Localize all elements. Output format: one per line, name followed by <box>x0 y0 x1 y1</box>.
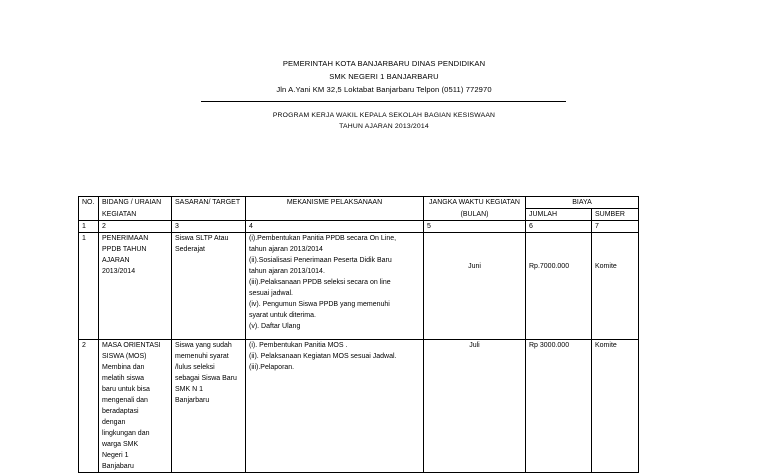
row-mekanisme-line: syarat untuk diterima. <box>249 312 316 319</box>
row-bidang-line: SISWA (MOS) <box>102 353 147 360</box>
row-sasaran-line: Siswa yang sudah <box>175 342 232 349</box>
letterhead-school: SMK NEGERI 1 BANJARBARU <box>329 72 439 81</box>
letterhead-divider <box>201 101 566 102</box>
row-sasaran <box>172 233 246 340</box>
row-bidang-line: warga SMK <box>102 441 139 448</box>
row-mekanisme-line: (i).Pembentukan Panitia PPDB secara On Line, <box>249 235 397 242</box>
row-bidang-line: mengenali dan <box>102 397 148 404</box>
row-sumber: Komite <box>592 340 639 473</box>
row-bidang-line: AJARAN <box>102 257 130 264</box>
row-sasaran-line: sebagai Siswa Baru <box>175 375 237 382</box>
row-no: 1 <box>79 233 99 340</box>
row-bidang-line: lingkungan dan <box>102 430 150 437</box>
header-jumlah: JUMLAH <box>526 209 592 221</box>
row-bidang <box>99 340 172 473</box>
row-mekanisme-line: (ii). Pelaksanaan Kegiatan MOS sesuai Jadwal. <box>249 353 397 360</box>
table-row <box>79 340 639 473</box>
program-year-line: TAHUN AJARAN 2013/2014 <box>339 123 429 130</box>
column-number-row <box>79 221 639 233</box>
row-bidang-line: Membina dan <box>102 364 145 371</box>
row-sasaran-line: Banjarbaru <box>175 397 210 404</box>
row-bidang-line: beradaptasi <box>102 408 139 415</box>
header-sumber: SUMBER <box>592 209 639 221</box>
row-bidang-line: baru untuk bisa <box>102 386 150 393</box>
row-sasaran <box>172 340 246 473</box>
program-title <box>0 110 768 132</box>
row-jangka: Juli <box>424 340 526 473</box>
row-mekanisme-line: tahun ajaran 2013/1014. <box>249 268 325 275</box>
row-bidang-line: dengan <box>102 419 126 426</box>
row-sasaran-line: /lulus seleksi <box>175 364 215 371</box>
row-jumlah: Rp.7000.000 <box>526 233 592 340</box>
colnum-2: 2 <box>99 221 172 233</box>
row-sasaran-line: memenuhi syarat <box>175 353 229 360</box>
row-sumber: Komite <box>592 233 639 340</box>
row-bidang-line: Negeri 1 <box>102 452 129 459</box>
header-mekanisme: MEKANISME PELAKSANAAN <box>246 197 424 209</box>
row-sasaran-line: Siswa SLTP Atau <box>175 235 229 242</box>
row-mekanisme <box>246 233 424 340</box>
colnum-3: 3 <box>172 221 246 233</box>
row-mekanisme-line: (iii).Pelaksanaan PPDB seleksi secara on line <box>249 279 391 286</box>
row-bidang-line: PPDB TAHUN <box>102 246 147 253</box>
row-mekanisme-line: (i). Pembentukan Panitia MOS . <box>249 342 348 349</box>
row-jumlah: Rp 3000.000 <box>526 340 592 473</box>
colnum-5: 5 <box>424 221 526 233</box>
row-mekanisme-line: tahun ajaran 2013/2014 <box>249 246 323 253</box>
header-sasaran-cont <box>172 209 246 221</box>
row-bidang-line: melatih siswa <box>102 375 145 382</box>
row-mekanisme-line: sesuai jadwal. <box>249 290 293 297</box>
letterhead-address: Jln A.Yani KM 32,5 Loktabat Banjarbaru Telpon (0511) 772970 <box>276 85 492 94</box>
row-no: 2 <box>79 340 99 473</box>
row-mekanisme <box>246 340 424 473</box>
header-no: NO. <box>79 197 99 209</box>
row-mekanisme-line: (iii).Pelaporan. <box>249 364 295 371</box>
row-mekanisme-line: (ii).Sosialisasi Penerimaan Peserta Didik Baru <box>249 257 392 264</box>
program-table <box>78 196 639 473</box>
header-mekanisme-cont <box>246 209 424 221</box>
header-jangka: JANGKA WAKTU KEGIATAN <box>424 197 526 209</box>
header-bidang-line: BIDANG / URAIAN <box>102 199 162 206</box>
header-bidang <box>99 197 172 209</box>
header-jangka-cont: (BULAN) <box>424 209 526 221</box>
row-bidang-line: MASA ORIENTASI <box>102 342 161 349</box>
row-bidang <box>99 233 172 340</box>
table-row <box>79 233 639 340</box>
colnum-7: 7 <box>592 221 639 233</box>
row-mekanisme-line: (v). Daftar Ulang <box>249 323 301 330</box>
colnum-6: 6 <box>526 221 592 233</box>
row-bidang-line: Banjabaru <box>102 463 134 470</box>
header-bidang-cont: KEGIATAN <box>99 209 172 221</box>
header-row-2 <box>79 209 639 221</box>
row-sasaran-line: SMK N 1 <box>175 386 204 393</box>
letterhead <box>0 57 768 96</box>
header-sasaran: SASARAN/ TARGET <box>172 197 246 209</box>
row-bidang-line: 2013/2014 <box>102 268 136 275</box>
colnum-4: 4 <box>246 221 424 233</box>
colnum-1: 1 <box>79 221 99 233</box>
row-mekanisme-line: (iv). Pengumun Siswa PPDB yang memenuhi <box>249 301 390 308</box>
header-biaya: BIAYA <box>526 197 639 209</box>
row-jangka: Juni <box>424 233 526 340</box>
row-bidang-line: PENERIMAAN <box>102 235 149 242</box>
header-row-1 <box>79 197 639 209</box>
header-no-cont <box>79 209 99 221</box>
row-sasaran-line: Sederajat <box>175 246 205 253</box>
program-title-line: PROGRAM KERJA WAKIL KEPALA SEKOLAH BAGIAN KESISWAAN <box>272 112 496 119</box>
letterhead-institution: PEMERINTAH KOTA BANJARBARU DINAS PENDIDIKAN <box>282 59 486 68</box>
